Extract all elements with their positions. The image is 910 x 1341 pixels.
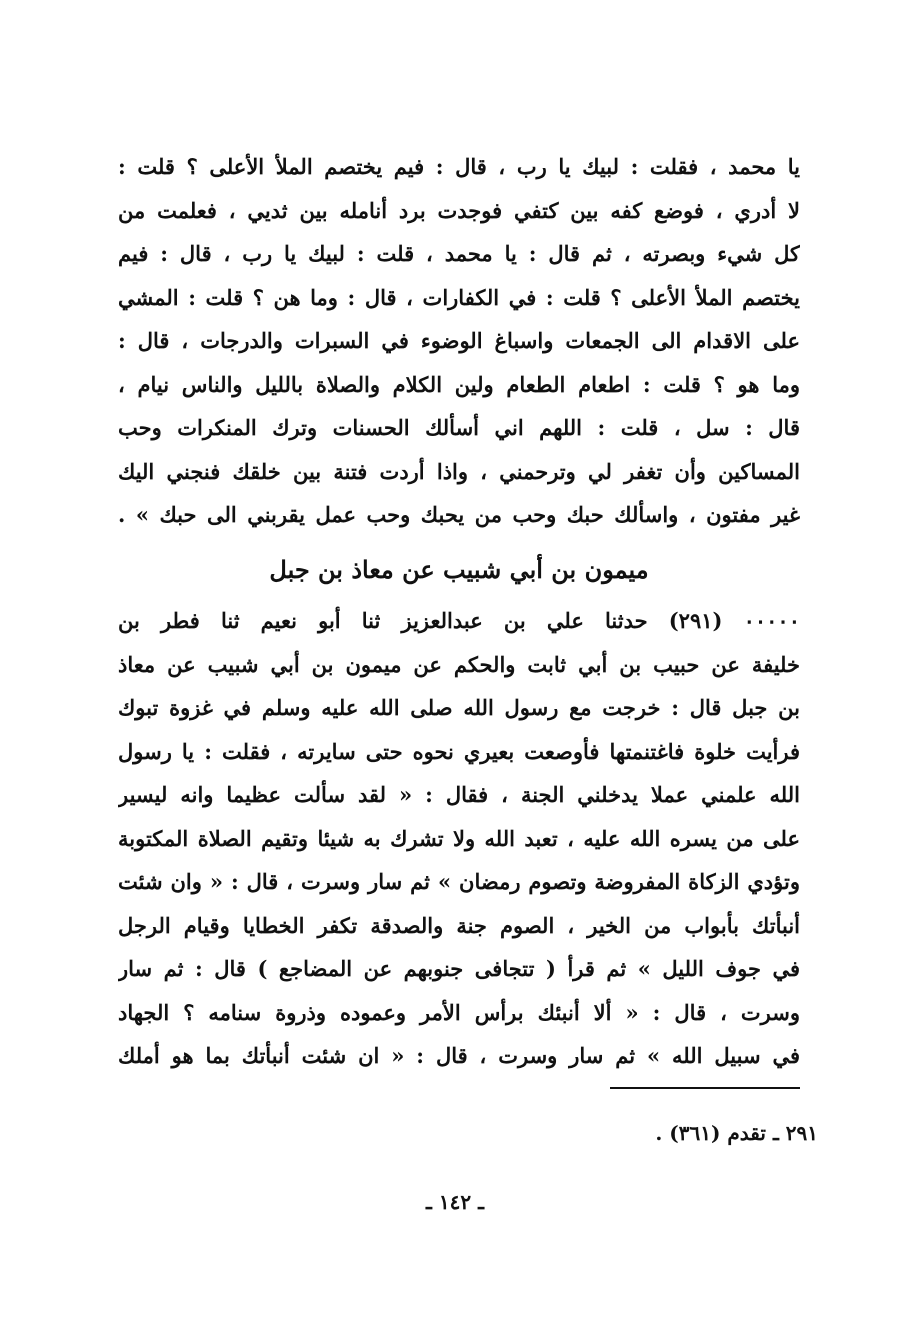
paragraph-hadith-continuation xyxy=(118,145,800,537)
text-line: أنبأتك بأبواب من الخير ، الصوم جنة والصدقة تكفر الخطايا وقيام الرجل xyxy=(118,912,800,938)
text-line: قال : سل ، قلت : اللهم اني أسألك الحسنات وترك المنكرات وحب xyxy=(118,415,800,440)
text-line: على من يسره الله عليه ، تعبد الله ولا تشرك به شيئا وتقيم الصلاة المكتوبة xyxy=(118,825,800,851)
text-line: لا أدري ، فوضع كفه بين كتفي فوجدت برد أنامله بين ثديي ، فعلمت من xyxy=(118,197,800,223)
text-line: ٠٠٠٠٠ (٢٩١) حدثنا علي بن عبدالعزيز ثنا أبو نعيم ثنا فطر بن xyxy=(118,608,800,633)
text-line: فرأيت خلوة فاغتنمتها فأوصعت بعيري نحوه حتى سايرته ، فقلت : يا رسول xyxy=(118,738,800,764)
text-line: غير مفتون ، واسألك حبك وحب من يحبك وحب عمل يقربني الى حبك » . xyxy=(118,502,800,527)
paragraph-hadith-291 xyxy=(118,599,800,1078)
text-line: وتؤدي الزكاة المفروضة وتصوم رمضان » ثم سار وسرت ، قال : « وان شئت xyxy=(118,869,800,894)
text-line: على الاقدام الى الجمعات واسباغ الوضوء في السبرات والدرجات ، قال : xyxy=(118,328,800,353)
text-line: يختصم الملأ الأعلى ؟ قلت : في الكفارات ، قال : وما هن ؟ قلت : المشي xyxy=(118,284,800,310)
text-line: في جوف الليل » ثم قرأ ( تتجافى جنوبهم عن المضاجع ) قال : ثم سار xyxy=(118,956,800,981)
footnote-divider xyxy=(610,1087,800,1089)
page-number: ـ ١٤٢ ـ xyxy=(426,1190,484,1214)
text-line: كل شيء وبصرته ، ثم قال : يا محمد ، قلت : لبيك يا رب ، قال : فيم xyxy=(118,241,800,266)
text-line: المساكين وأن تغفر لي وترحمني ، واذا أردت فتنة بين خلقك فنجني اليك xyxy=(118,458,800,484)
text-line: وما هو ؟ قلت : اطعام الطعام ولين الكلام والصلاة بالليل والناس نيام ، xyxy=(118,371,800,397)
text-line: في سبيل الله » ثم سار وسرت ، قال : « ان شئت أنبأتك بما هو أملك xyxy=(118,1043,800,1068)
text-line: الله علمني عملا يدخلني الجنة ، فقال : « لقد سألت عظيما وانه ليسير xyxy=(118,782,800,807)
text-line: خليفة عن حبيب بن أبي ثابت والحكم عن ميمون بن أبي شبيب عن معاذ xyxy=(118,651,800,677)
footnote: ٢٩١ ـ تقدم (٣٦١) . xyxy=(655,1121,818,1145)
text-line: وسرت ، قال : « ألا أنبئك برأس الأمر وعموده وذروة سنامه ؟ الجهاد xyxy=(118,999,800,1025)
text-line: بن جبل قال : خرجت مع رسول الله صلى الله عليه وسلم في غزوة تبوك xyxy=(118,695,800,720)
text-line: يا محمد ، فقلت : لبيك يا رب ، قال : فيم يختصم الملأ الأعلى ؟ قلت : xyxy=(118,154,800,179)
section-heading: ميمون بن أبي شبيب عن معاذ بن جبل xyxy=(269,555,649,584)
